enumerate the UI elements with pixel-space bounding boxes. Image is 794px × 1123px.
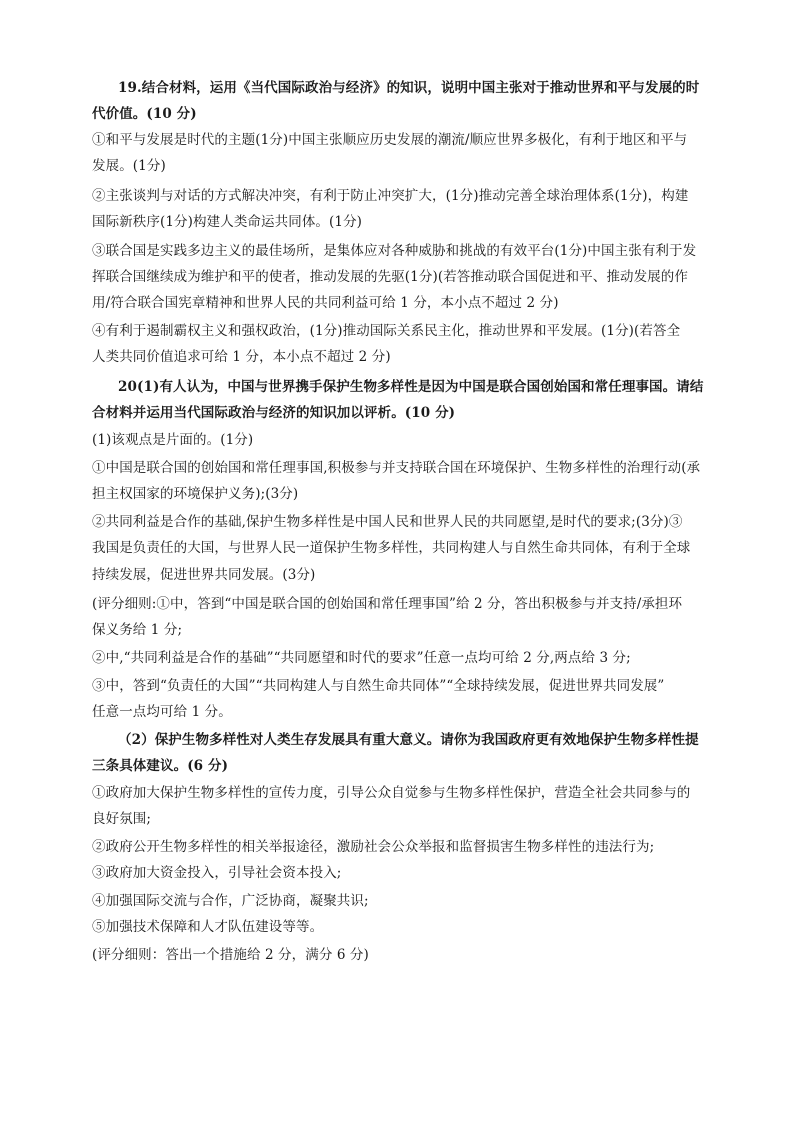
q20-2-answer-1: ①政府加大保护生物多样性的宣传力度，引导公众自觉参与生物多样性保护，营造全社会共同参与的 bbox=[92, 785, 691, 801]
q19-answer-2: ②主张谈判与对话的方式解决冲突，有利于防止冲突扩大，(1分)推动完善全球治理体系(1分)，构建 bbox=[92, 188, 689, 204]
q20-1-scoring-1-cont: 保义务给 1 分; bbox=[92, 622, 183, 638]
q20-1-scoring-3: ③中，答到“负责任的大国”“共同构建人与自然生命共同体”“全球持续发展，促进世界共同发展” bbox=[92, 678, 665, 694]
q20-2-answer-5: ⑤加强技术保障和人才队伍建设等等。 bbox=[92, 919, 324, 935]
q20-1-answer-2-cont2: 持续发展，促进世界共同发展。(3分) bbox=[92, 567, 316, 583]
q19-answer-3-cont: 挥联合国继续成为维护和平的使者，推动发展的先驱(1分)(若答推动联合国促进和平、推动发展的作 bbox=[92, 269, 688, 285]
q20-2-title: （2）保护生物多样性对人类生存发展具有重大意义。请你为我国政府更有效地保护生物多样性提 bbox=[118, 732, 699, 748]
q20-2-answer-1-cont: 良好氛围; bbox=[92, 811, 152, 827]
q19-title-cont: 代价值。(10 分) bbox=[92, 106, 197, 122]
q20-1-scoring-1: (评分细则:①中，答到“中国是联合国的创始国和常任理事国”给 2 分，答出积极参与并支持/承担环 bbox=[92, 596, 683, 612]
q20-1-answer-2-cont: 我国是负责任的大国，与世界人民一道保护生物多样性，共同构建人与自然生命共同体，有利于全球 bbox=[92, 540, 691, 556]
q19-answer-4: ④有利于遏制霸权主义和强权政治，(1分)推动国际关系民主化，推动世界和平发展。(1分)(若答全 bbox=[92, 323, 681, 339]
q20-1-scoring-2: ②中,“共同利益是合作的基础”“共同愿望和时代的要求”任意一点均可给 2 分,两点给 3 分; bbox=[92, 650, 631, 666]
q20-2-title-cont: 三条具体建议。(6 分) bbox=[92, 758, 229, 774]
q20-1-scoring-3-cont: 任意一点均可给 1 分。 bbox=[92, 704, 232, 720]
q20-1-title-cont: 合材料并运用当代国际政治与经济的知识加以评析。(10 分) bbox=[92, 405, 456, 421]
q19-answer-3-cont2: 用/符合联合国宪章精神和世界人民的共同利益可给 1 分，本小点不超过 2 分) bbox=[92, 295, 559, 311]
q19-answer-1: ①和平与发展是时代的主题(1分)中国主张顺应历史发展的潮流/顺应世界多极化，有利于地区和平与 bbox=[92, 132, 688, 148]
q19-answer-2-cont: 国际新秩序(1分)构建人类命运共同体。(1分) bbox=[92, 214, 363, 230]
q20-1-answer-0: (1)该观点是片面的。(1分) bbox=[92, 432, 254, 448]
q20-2-answer-2: ②政府公开生物多样性的相关举报途径，激励社会公众举报和监督损害生物多样性的违法行为; bbox=[92, 839, 655, 855]
q20-1-answer-1-cont: 担主权国家的环境保护义务);(3分) bbox=[92, 486, 299, 502]
q20-1-answer-1: ①中国是联合国的创始国和常任理事国,积极参与并支持联合国在环境保护、生物多样性的治理行动(承 bbox=[92, 460, 701, 476]
q19-title: 19.结合材料，运用《当代国际政治与经济》的知识，说明中国主张对于推动世界和平与发展的时 bbox=[118, 80, 700, 96]
q20-2-scoring: (评分细则：答出一个措施给 2 分，满分 6 分) bbox=[92, 947, 369, 963]
q19-answer-1-cont: 发展。(1分) bbox=[92, 158, 166, 174]
q19-answer-4-cont: 人类共同价值追求可给 1 分，本小点不超过 2 分) bbox=[92, 349, 391, 365]
q20-2-answer-4: ④加强国际交流与合作，广泛协商，凝聚共识; bbox=[92, 893, 369, 909]
q19-answer-3: ③联合国是实践多边主义的最佳场所，是集体应对各种威胁和挑战的有效平台(1分)中国主张有利于发 bbox=[92, 243, 697, 259]
q20-2-answer-3: ③政府加大资金投入，引导社会资本投入; bbox=[92, 865, 342, 881]
q20-1-answer-2: ②共同利益是合作的基础,保护生物多样性是中国人民和世界人民的共同愿望,是时代的要求;(3分)③ bbox=[92, 514, 683, 530]
q20-1-title: 20(1)有人认为，中国与世界携手保护生物多样性是因为中国是联合国创始国和常任理事国。请结 bbox=[118, 379, 704, 395]
